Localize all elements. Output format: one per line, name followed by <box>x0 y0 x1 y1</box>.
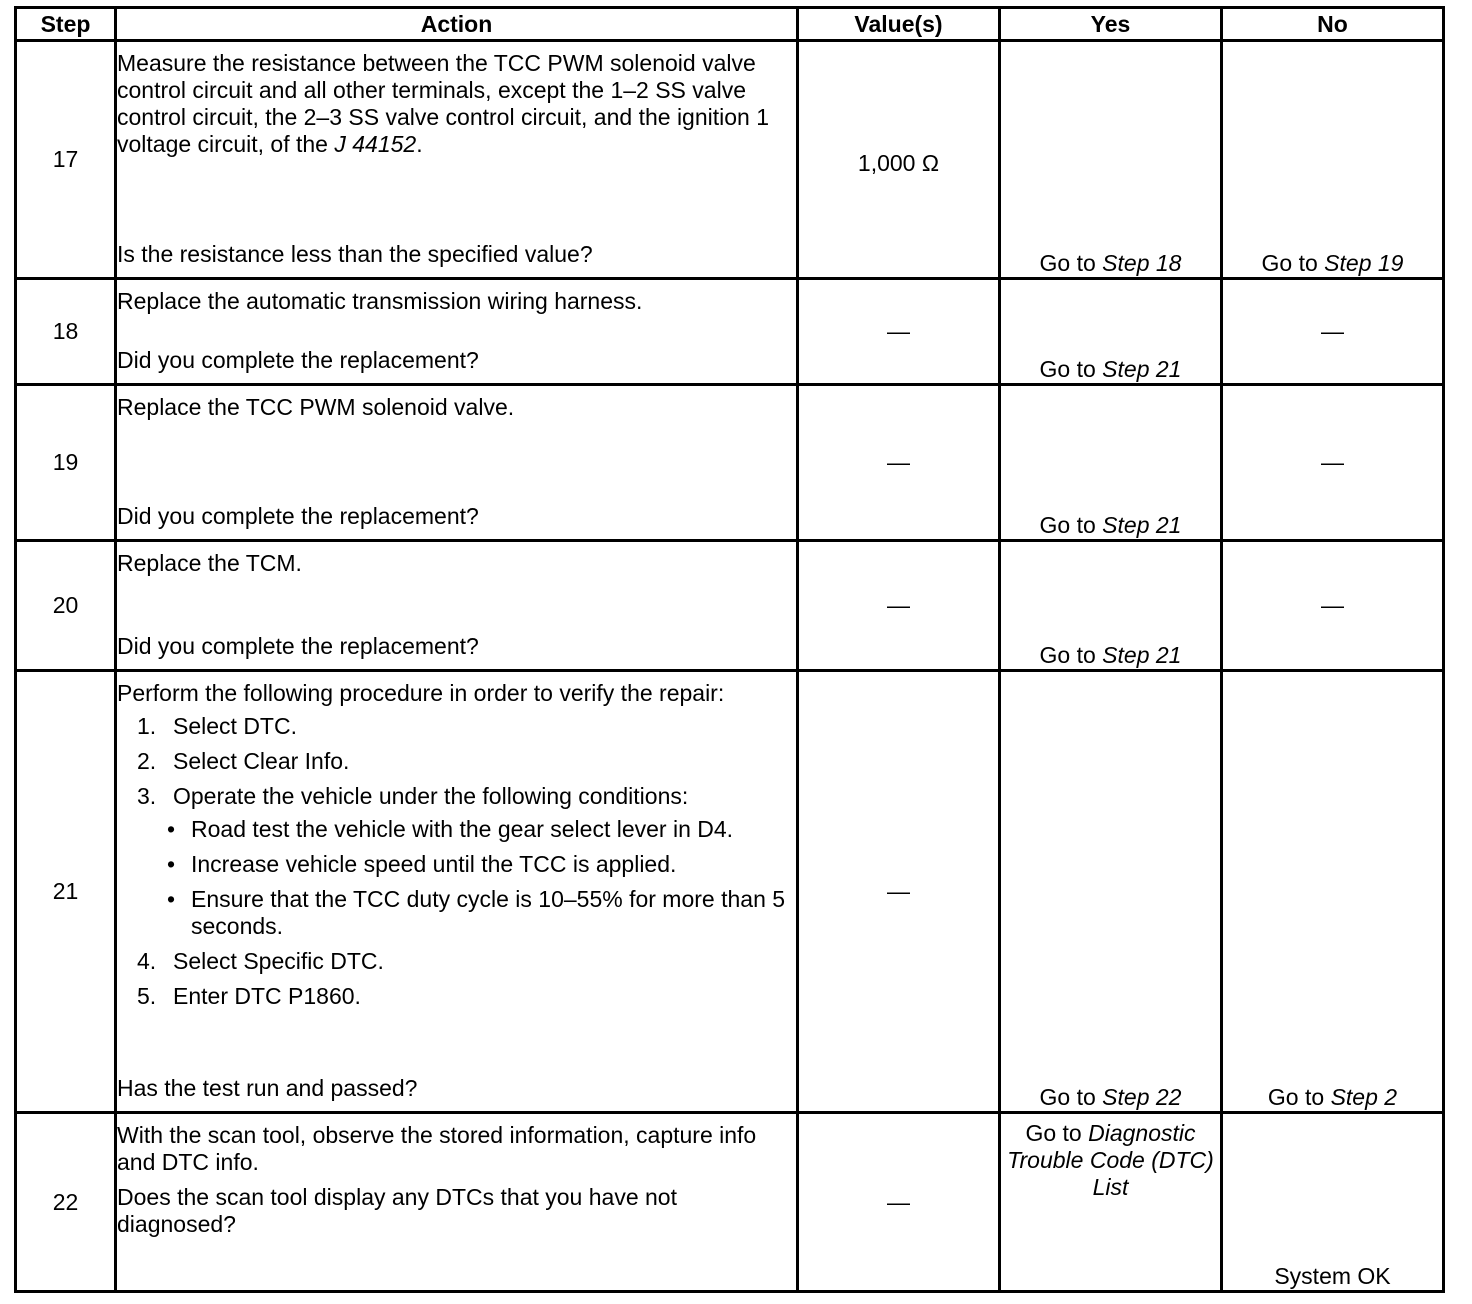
step-number: 21 <box>16 671 116 1113</box>
action-question: Did you complete the replacement? <box>117 633 479 659</box>
action-question: Does the scan tool display any DTCs that you have not diagnosed? <box>117 1184 677 1237</box>
dtc-list-link[interactable]: Diagnostic Trouble Code (DTC) List <box>1007 1120 1214 1200</box>
list-item: 1. Select DTC. <box>137 713 297 739</box>
action-cell <box>116 385 798 541</box>
no-cell[interactable]: Go to Step 19 <box>1222 41 1444 279</box>
header-no: No <box>1222 8 1444 41</box>
step-number: 18 <box>16 279 116 385</box>
no-cell: — <box>1222 279 1444 385</box>
yes-cell[interactable]: Go to Step 21 <box>1000 385 1222 541</box>
yes-cell[interactable]: Go to Step 21 <box>1000 279 1222 385</box>
value-cell: 1,000 Ω <box>798 41 1000 279</box>
yes-cell[interactable]: Go to Diagnostic Trouble Code (DTC) List <box>1000 1113 1222 1292</box>
step-number: 17 <box>16 41 116 279</box>
action-cell <box>116 1113 798 1292</box>
bullet-item: • Road test the vehicle with the gear select lever in D4. <box>167 816 734 842</box>
header-values: Value(s) <box>798 8 1000 41</box>
diagnostic-table <box>14 6 1445 1293</box>
step-link[interactable]: Step 21 <box>1102 356 1182 382</box>
step-link[interactable]: Step 19 <box>1324 250 1404 276</box>
header-action: Action <box>116 8 798 41</box>
step-link[interactable]: Step 22 <box>1102 1084 1182 1110</box>
step-number: 22 <box>16 1113 116 1292</box>
bullet-item: • Increase vehicle speed until the TCC is applied. <box>167 851 677 877</box>
action-text: Perform the following procedure in order to verify the repair: <box>117 680 725 706</box>
value-cell: — <box>798 671 1000 1113</box>
action-text: Replace the TCC PWM solenoid valve. <box>117 394 515 420</box>
step-number: 19 <box>16 385 116 541</box>
no-cell: — <box>1222 385 1444 541</box>
diagnostic-page <box>14 6 1445 1293</box>
action-question: Has the test run and passed? <box>117 1075 418 1101</box>
action-question: Did you complete the replacement? <box>117 347 479 373</box>
action-text: Replace the TCM. <box>117 550 302 576</box>
yes-cell[interactable]: Go to Step 22 <box>1000 671 1222 1113</box>
action-question: Did you complete the replacement? <box>117 503 479 529</box>
step-link[interactable]: Step 2 <box>1330 1084 1398 1110</box>
bullet-item: • Ensure that the TCC duty cycle is 10–55% for more than 5 seconds. <box>167 886 786 939</box>
action-text: Measure the resistance between the TCC PWM solenoid valve control circuit and all other terminals, except the 1–2 SS valve control circuit, the 2–3 SS valve control circuit, and the ignition 1 voltage circuit, of the J 44152. <box>117 50 770 157</box>
action-text: Replace the automatic transmission wiring harness. <box>117 288 643 314</box>
no-cell: System OK <box>1222 1113 1444 1292</box>
no-cell: — <box>1222 541 1444 671</box>
list-item: 3. Operate the vehicle under the following conditions: • Road test the vehicle with the gear select lever in D4. • Increase vehicle speed until the TCC is applied. • Ensure that the TCC duty cycle is 10–55% for more than 5 seconds. <box>137 783 796 940</box>
yes-cell[interactable]: Go to Step 21 <box>1000 541 1222 671</box>
step-number: 20 <box>16 541 116 671</box>
action-question: Is the resistance less than the specified value? <box>117 241 593 267</box>
table-row-step-19 <box>16 385 1444 541</box>
condition-list <box>137 816 796 940</box>
table-row-step-18 <box>16 279 1444 385</box>
value-cell: — <box>798 541 1000 671</box>
action-cell <box>116 671 798 1113</box>
header-row <box>16 8 1444 41</box>
action-cell <box>116 279 798 385</box>
table-row-step-22 <box>16 1113 1444 1292</box>
list-item: 5. Enter DTC P1860. <box>137 983 361 1009</box>
step-link[interactable]: Step 21 <box>1102 512 1182 538</box>
header-step: Step <box>16 8 116 41</box>
step-link[interactable]: Step 21 <box>1102 642 1182 668</box>
action-text: With the scan tool, observe the stored information, capture info and DTC info. <box>117 1122 757 1175</box>
table-row-step-17 <box>16 41 1444 279</box>
yes-cell[interactable]: Go to Step 18 <box>1000 41 1222 279</box>
value-cell: — <box>798 279 1000 385</box>
no-cell[interactable]: Go to Step 2 <box>1222 671 1444 1113</box>
procedure-list <box>117 713 796 1010</box>
step-link[interactable]: Step 18 <box>1102 250 1182 276</box>
list-item: 2. Select Clear Info. <box>137 748 350 774</box>
action-cell <box>116 41 798 279</box>
table-row-step-21 <box>16 671 1444 1113</box>
tool-ref: J 44152 <box>334 131 417 157</box>
value-cell: — <box>798 385 1000 541</box>
value-cell: — <box>798 1113 1000 1292</box>
table-row-step-20 <box>16 541 1444 671</box>
list-item: 4. Select Specific DTC. <box>137 948 384 974</box>
header-yes: Yes <box>1000 8 1222 41</box>
action-cell <box>116 541 798 671</box>
